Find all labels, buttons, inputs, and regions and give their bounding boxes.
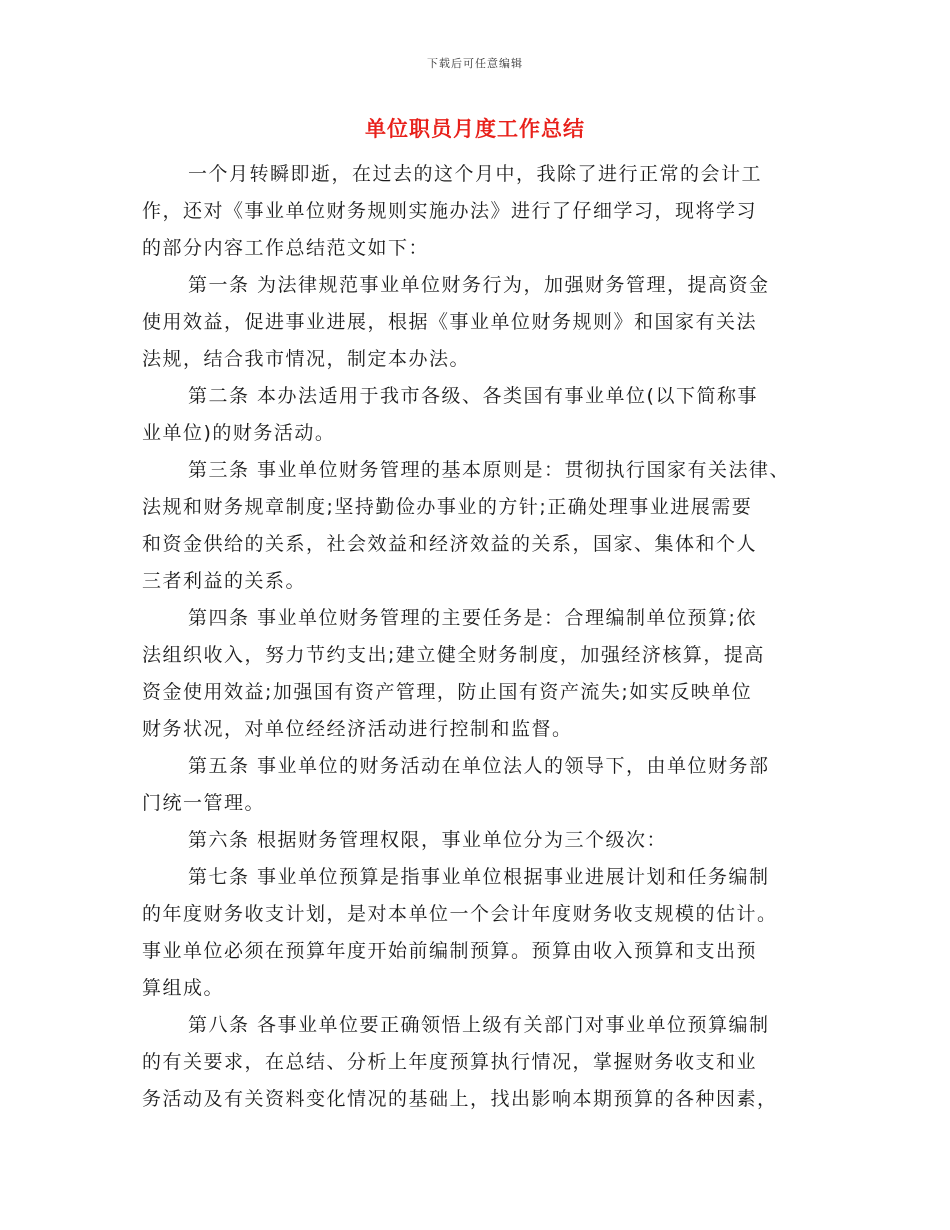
text-line: 第八条 各事业单位要正确领悟上级有关部门对事业单位预算编制 — [188, 1014, 770, 1036]
text-line: 的有关要求，在总结、分析上年度预算执行情况，掌握财务收支和业 — [142, 1051, 758, 1073]
text-line: 作，还对《事业单位财务规则实施办法》进行了仔细学习，现将学习 — [142, 200, 758, 222]
text-line: 第五条 事业单位的财务活动在单位法人的领导下，由单位财务部 — [188, 755, 770, 777]
paragraph — [142, 822, 812, 859]
document-title: 单位职员月度工作总结 — [365, 117, 585, 141]
text-line: 务活动及有关资料变化情况的基础上，找出影响本期预算的各种因素， — [142, 1088, 778, 1110]
text-line: 的部分内容工作总结范文如下： — [142, 237, 430, 259]
text-line: 三者利益的关系。 — [142, 570, 307, 592]
text-line: 事业单位必须在预算年度开始前编制预算。预算由收入预算和支出预 — [142, 940, 758, 962]
paragraph — [142, 156, 812, 267]
text-line: 第四条 事业单位财务管理的主要任务是：合理编制单位预算;依 — [188, 607, 757, 629]
text-line: 的年度财务收支计划，是对本单位一个会计年度财务收支规模的估计。 — [142, 903, 778, 925]
text-line: 算组成。 — [142, 977, 225, 999]
header-note: 下载后可任意编辑 — [427, 57, 523, 70]
text-line: 第三条 事业单位财务管理的基本原则是：贯彻执行国家有关法律、 — [188, 459, 791, 481]
document-body — [142, 156, 812, 1118]
text-line: 法组织收入，努力节约支出;建立健全财务制度，加强经济核算，提高 — [142, 644, 765, 666]
paragraph — [142, 378, 812, 452]
paragraph — [142, 267, 812, 378]
paragraph — [142, 452, 812, 600]
text-line: 和资金供给的关系，社会效益和经济效益的关系，国家、集体和个人 — [142, 533, 758, 555]
text-line: 第六条 根据财务管理权限，事业单位分为三个级次： — [188, 829, 668, 851]
text-line: 财务状况，对单位经经济活动进行控制和监督。 — [142, 718, 573, 740]
text-line: 法规，结合我市情况，制定本办法。 — [142, 348, 471, 370]
text-line: 资金使用效益;加强国有资产管理，防止国有资产流失;如实反映单位 — [142, 681, 753, 703]
paragraph — [142, 600, 812, 748]
text-line: 第七条 事业单位预算是指事业单位根据事业进展计划和任务编制 — [188, 866, 770, 888]
paragraph — [142, 1007, 812, 1118]
text-line: 门统一管理。 — [142, 792, 266, 814]
paragraph — [142, 748, 812, 822]
text-line: 一个月转瞬即逝，在过去的这个月中，我除了进行正常的会计工 — [188, 163, 763, 185]
text-line: 第一条 为法律规范事业单位财务行为，加强财务管理，提高资金 — [188, 274, 770, 296]
text-line: 使用效益，促进事业进展，根据《事业单位财务规则》和国家有关法 — [142, 311, 758, 333]
paragraph — [142, 859, 812, 1007]
text-line: 业单位)的财务活动。 — [142, 422, 336, 444]
text-line: 法规和财务规章制度;坚持勤俭办事业的方针;正确处理事业进展需要 — [142, 496, 753, 518]
text-line: 第二条 本办法适用于我市各级、各类国有事业单位(以下简称事 — [188, 385, 758, 407]
